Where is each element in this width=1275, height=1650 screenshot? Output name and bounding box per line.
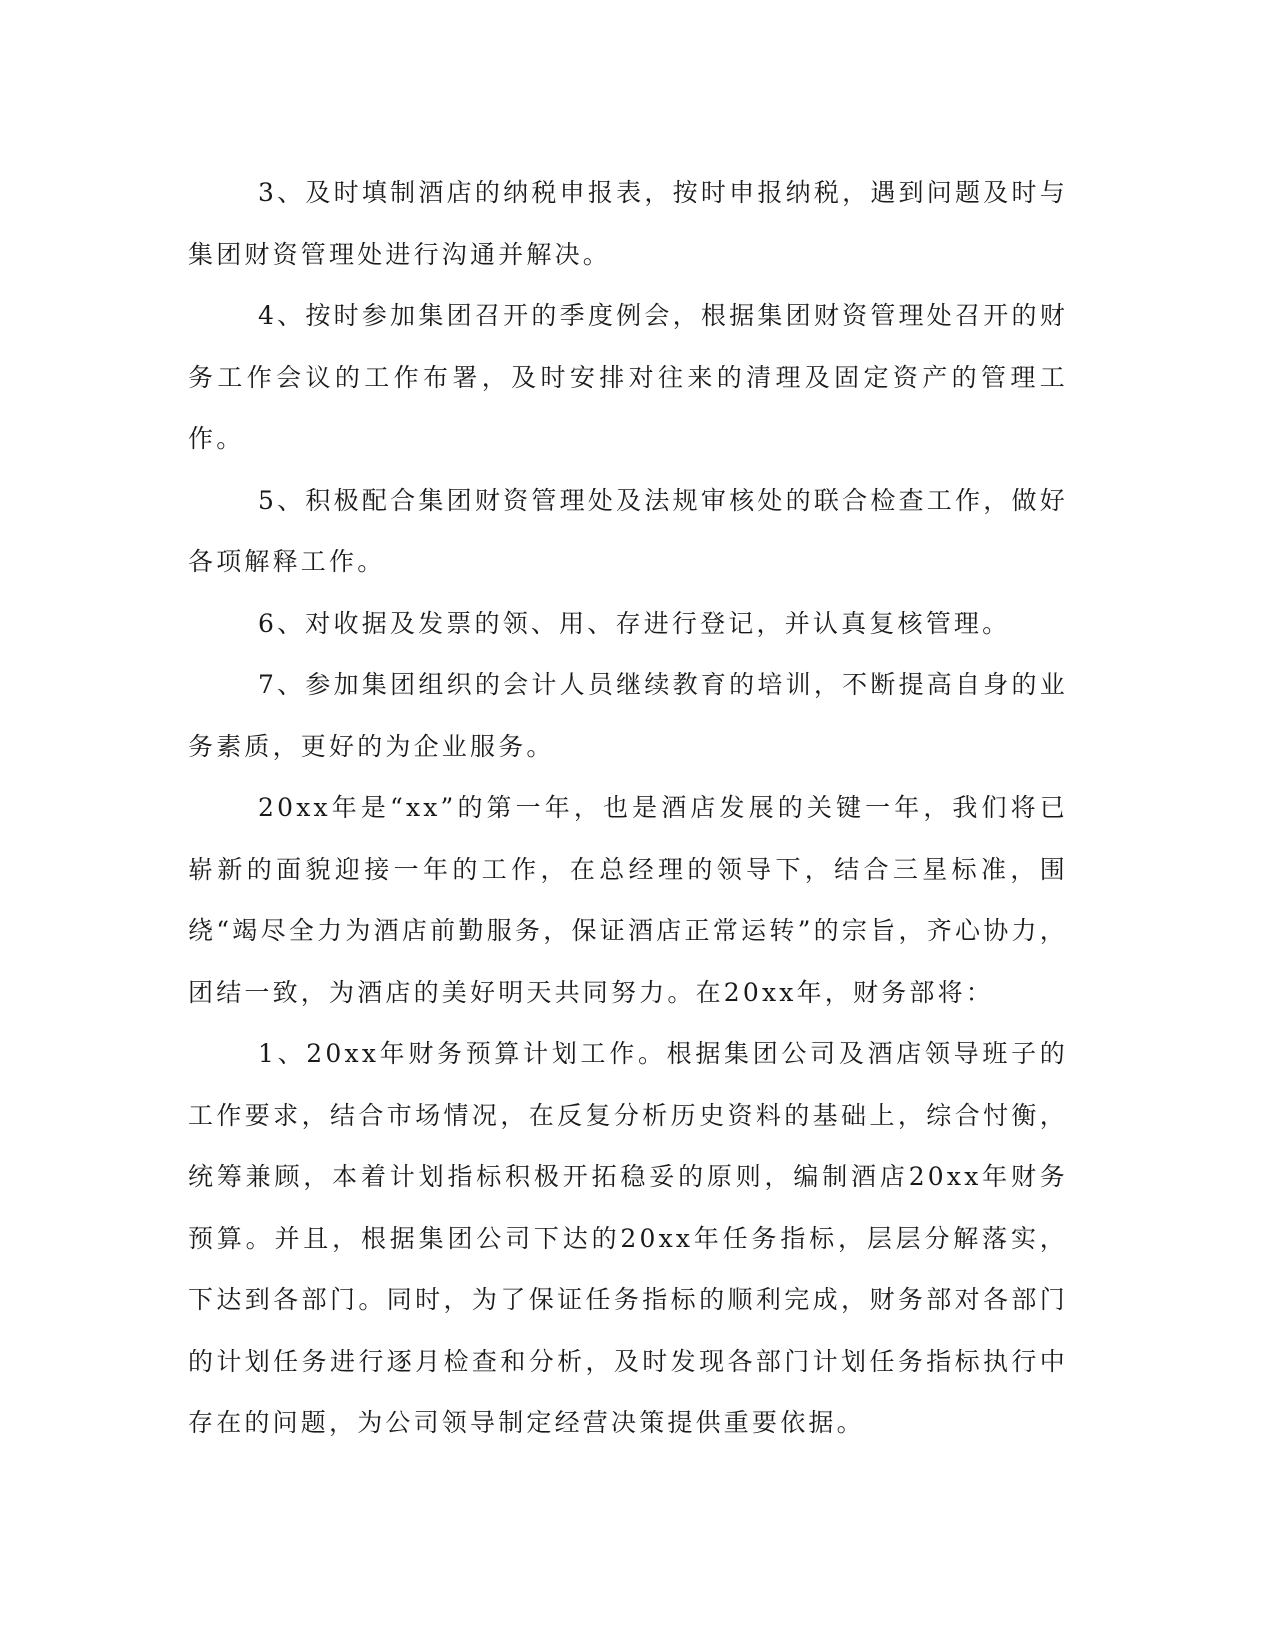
document-body bbox=[188, 162, 1068, 1454]
paragraph-item-6-receipts-invoices: 6、对收据及发票的领、用、存进行登记，并认真复核管理。 bbox=[258, 608, 1011, 638]
paragraph-item-5-joint-inspection: 5、积极配合集团财资管理处及法规审核处的联合检查工作，做好各项解释工作。 bbox=[188, 485, 1068, 576]
paragraph-item-3-tax-filing: 3、及时填制酒店的纳税申报表，按时申报纳税，遇到问题及时与集团财资管理处进行沟通并解决。 bbox=[188, 178, 1068, 269]
paragraph-item-4-quarterly-meeting: 4、按时参加集团召开的季度例会，根据集团财资管理处召开的财务工作会议的工作布署，及时安排对往来的清理及固定资产的管理工作。 bbox=[188, 301, 1068, 453]
paragraph-item-7-training: 7、参加集团组织的会计人员继续教育的培训，不断提高自身的业务素质，更好的为企业服务。 bbox=[188, 670, 1068, 761]
paragraph-item-1-budget-plan: 1、20xx年财务预算计划工作。根据集团公司及酒店领导班子的工作要求，结合市场情况，在反复分析历史资料的基础上，综合忖衡，统筹兼顾，本着计划指标积极开拓稳妥的原则，编制酒店20xx年财务预算。并且，根据集团公司下达的20xx年任务指标，层层分解落实，下达到各部门。同时，为了保证任务指标的顺利完成，财务部对各部门的计划任务进行逐月检查和分析，及时发现各部门计划任务指标执行中存在的问题，为公司领导制定经营决策提供重要依据。 bbox=[188, 1039, 1068, 1437]
paragraph-annual-plan-intro: 20xx年是“xx”的第一年，也是酒店发展的关键一年，我们将已崭新的面貌迎接一年的工作，在总经理的领导下，结合三星标准，围绕“竭尽全力为酒店前勤服务，保证酒店正常运转”的宗旨，齐心协力，团结一致，为酒店的美好明天共同努力。在20xx年，财务部将： bbox=[188, 793, 1068, 1007]
